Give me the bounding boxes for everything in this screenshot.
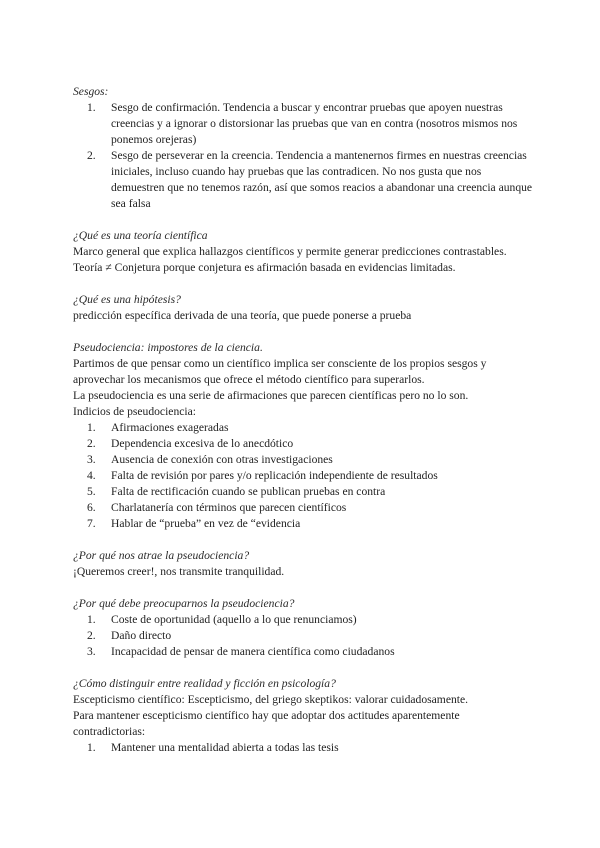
list-item: 1. Mantener una mentalidad abierta a todas las tesis — [87, 741, 339, 754]
list-item-text: Afirmaciones exageradas — [111, 421, 229, 434]
list-item: 4. Falta de revisión por pares y/o replicación independiente de resultados — [87, 469, 438, 482]
list-item: 2. Daño directo — [87, 629, 172, 642]
heading-atrae: ¿Por qué nos atrae la pseudociencia? — [73, 549, 250, 562]
heading-sesgos: Sesgos: — [73, 85, 109, 98]
list-item: 7. Hablar de “prueba” en vez de “evidencia — [87, 517, 301, 530]
list-item: 3. Incapacidad de pensar de manera científica como ciudadanos — [87, 645, 395, 658]
paragraph: Para mantener escepticismo científico hay que adoptar dos actitudes aparentemente contradictorias: — [73, 709, 460, 738]
paragraph: Partimos de que pensar como un científico implica ser consciente de los propios sesgos y aprovechar los mecanismos que ofrece el método científico para superarlos. — [73, 357, 487, 386]
list-sesgos — [73, 100, 533, 212]
paragraph: Escepticismo científico: Escepticismo, del griego skeptikos: valorar cuidadosamente. — [73, 693, 469, 706]
list-item-text: Falta de revisión por pares y/o replicación independiente de resultados — [111, 469, 438, 482]
paragraph: La pseudociencia es una serie de afirmaciones que parecen científicas pero no lo son. — [73, 389, 469, 402]
heading-distinguir: ¿Cómo distinguir entre realidad y ficción en psicología? — [73, 677, 336, 690]
list-item-text: Daño directo — [111, 629, 172, 642]
paragraph: ¡Queremos creer!, nos transmite tranquilidad. — [73, 565, 285, 578]
paragraph: Marco general que explica hallazgos científicos y permite generar predicciones contrastables. — [73, 245, 507, 258]
paragraph: predicción específica derivada de una teoría, que puede ponerse a prueba — [73, 309, 412, 322]
list-item-text: Sesgo de confirmación. Tendencia a buscar y encontrar pruebas que apoyen nuestras creencias y a ignorar o distorsionar las pruebas que van en contra (nosotros mismos nos ponemos orejeras) — [111, 101, 518, 146]
list-item-text: Dependencia excesiva de lo anecdótico — [111, 437, 294, 450]
list-item-text: Falta de rectificación cuando se publican pruebas en contra — [111, 485, 386, 498]
list-item-text: Coste de oportunidad (aquello a lo que renunciamos) — [111, 613, 357, 626]
list-item: 3. Ausencia de conexión con otras investigaciones — [87, 453, 333, 466]
list-item-text: Charlatanería con términos que parecen científicos — [111, 501, 347, 514]
list-item-text: Sesgo de perseverar en la creencia. Tendencia a mantenernos firmes en nuestras creencias iniciales, incluso cuando hay pruebas que las contradicen. No nos gusta que nos demuestren que no tenemos razón, así que somos reacios a abandonar una creencia aunque sea falsa — [111, 149, 533, 210]
list-item: 1. Coste de oportunidad (aquello a lo que renunciamos) — [87, 613, 357, 626]
list-item: 2. Dependencia excesiva de lo anecdótico — [87, 437, 294, 450]
heading-pseudociencia: Pseudociencia: impostores de la ciencia. — [73, 341, 263, 354]
list-actitudes — [73, 740, 533, 756]
list-item: 1. Sesgo de confirmación. Tendencia a buscar y encontrar pruebas que apoyen nuestras creencias y a ignorar o distorsionar las pruebas que van en contra (nosotros mismos nos ponemos orejeras) — [87, 101, 518, 146]
heading-hipotesis: ¿Qué es una hipótesis? — [73, 293, 181, 306]
list-indicios — [73, 420, 533, 532]
document-page — [73, 84, 533, 756]
list-item: 5. Falta de rectificación cuando se publican pruebas en contra — [87, 485, 386, 498]
heading-preocupar: ¿Por qué debe preocuparnos la pseudociencia? — [73, 597, 295, 610]
list-item-text: Incapacidad de pensar de manera científica como ciudadanos — [111, 645, 395, 658]
list-item-text: Mantener una mentalidad abierta a todas las tesis — [111, 741, 339, 754]
list-item-text: Ausencia de conexión con otras investigaciones — [111, 453, 333, 466]
list-item: 1. Afirmaciones exageradas — [87, 421, 229, 434]
heading-teoria: ¿Qué es una teoría científica — [73, 229, 208, 242]
paragraph: Teoría ≠ Conjetura porque conjetura es afirmación basada en evidencias limitadas. — [73, 261, 456, 274]
paragraph: Indicios de pseudociencia: — [73, 405, 196, 418]
list-item-text: Hablar de “prueba” en vez de “evidencia — [111, 517, 301, 530]
list-item: 2. Sesgo de perseverar en la creencia. Tendencia a mantenernos firmes en nuestras creencias iniciales, incluso cuando hay pruebas que las contradicen. No nos gusta que nos demuestren que no tenemos razón, así que somos reacios a abandonar una creencia aunque sea falsa — [87, 149, 533, 210]
list-item: 6. Charlatanería con términos que parecen científicos — [87, 501, 347, 514]
list-preocupar — [73, 612, 533, 660]
